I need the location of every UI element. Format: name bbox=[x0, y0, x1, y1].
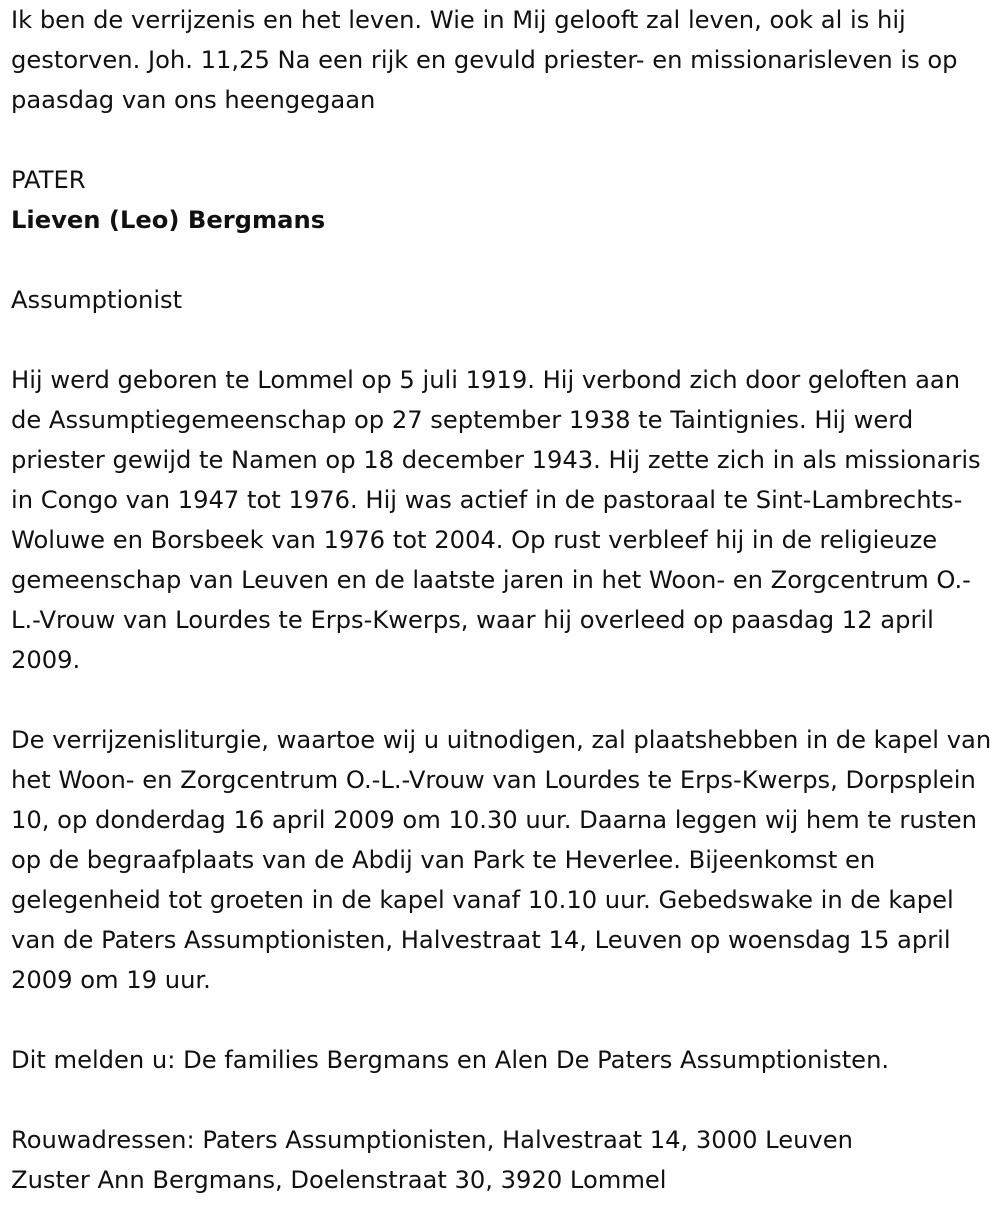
intro-paragraph: Ik ben de verrijzenis en het leven. Wie in Mij gelooft zal leven, ook al is hij gestorven. Joh. 11,25 Na een rijk en gevuld priester- en missionarisleven is op paasdag van ons heengegaan bbox=[11, 6, 958, 114]
address-line: Zuster Ann Bergmans, Doelenstraat 30, 3920 Lommel bbox=[11, 1166, 667, 1194]
address-line: Rouwadressen: Paters Assumptionisten, Halvestraat 14, 3000 Leuven bbox=[11, 1126, 853, 1154]
title-prefix: PATER bbox=[11, 166, 86, 194]
condolence-addresses bbox=[11, 1120, 996, 1200]
deceased-name: Lieven (Leo) Bergmans bbox=[11, 206, 326, 234]
religious-order: Assumptionist bbox=[11, 286, 183, 314]
obituary-document bbox=[11, 0, 996, 1200]
biography-paragraph: Hij werd geboren te Lommel op 5 juli 1919. Hij verbond zich door geloften aan de Assumptiegemeenschap op 27 september 1938 te Taintignies. Hij werd priester gewijd te Namen op 18 december 1943. Hij zette zich in als missionaris in Congo van 1947 tot 1976. Hij was actief in de pastoraal te Sint-Lambrechts-Woluwe en Borsbeek van 1976 tot 2004. Op rust verbleef hij in de religieuze gemeenschap van Leuven en de laatste jaren in het Woon- en Zorgcentrum O.-L.-Vrouw van Lourdes te Erps-Kwerps, waar hij overleed op paasdag 12 april 2009. bbox=[11, 366, 981, 674]
announcement-paragraph: Dit melden u: De families Bergmans en Alen De Paters Assumptionisten. bbox=[11, 1046, 890, 1074]
funeral-paragraph: De verrijzenisliturgie, waartoe wij u uitnodigen, zal plaatshebben in de kapel van het Woon- en Zorgcentrum O.-L.-Vrouw van Lourdes te Erps-Kwerps, Dorpsplein 10, op donderdag 16 april 2009 om 10.30 uur. Daarna leggen wij hem te rusten op de begraafplaats van de Abdij van Park te Heverlee. Bijeenkomst en gelegenheid tot groeten in de kapel vanaf 10.10 uur. Gebedswake in de kapel van de Paters Assumptionisten, Halvestraat 14, Leuven op woensdag 15 april 2009 om 19 uur. bbox=[11, 726, 992, 994]
